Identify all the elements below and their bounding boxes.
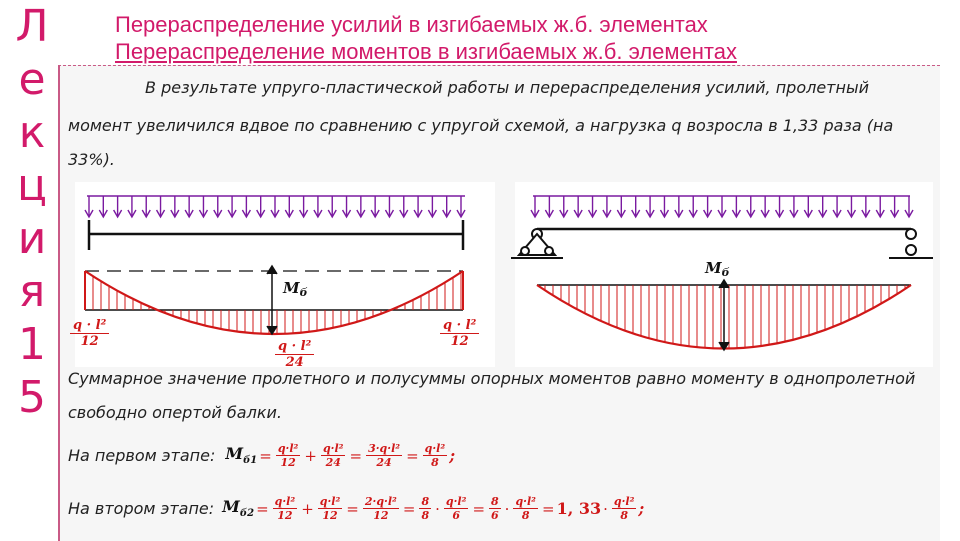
lecture-letter: 1 (18, 319, 46, 370)
lecture-letter: е (18, 54, 46, 105)
intro-line-2: момент увеличился вдвое по сравнению с упругой схемой, а нагрузка q возросла в 1,33 раза (на (68, 116, 894, 135)
stage2-formula: На втором этапе: $M_{б2}$ = $\frac{\text{q·l²}}{12}$ + $\frac{\text{q·l²}}{12}$ = $\frac{\text{2·q·l²}}{12}$ = $\frac{8}{8}$ · $\frac{\text{q·l²}}{6}$ = $\frac{8}{6}$ · $\frac{\text{q·l²}}{8}$ = 1, 33 · $\frac{\text{q·l²}}{8}$ ; (68, 495, 645, 522)
intro-line-3: 33%). (68, 150, 115, 169)
lecture-letter: я (18, 266, 46, 317)
stage2-term4: $\frac{8}{8}$ (421, 495, 430, 522)
stage2-term5: $\frac{\text{q·l²}}{6}$ (445, 495, 467, 522)
lecture-letter: к (18, 107, 46, 158)
stage2-term3: $\frac{\text{2·q·l²}}{12}$ (364, 495, 397, 522)
slide-subtitle: Перераспределение моментов в изгибаемых ж.б. элементах (115, 39, 737, 64)
right-mb-label: $M_б$ (705, 259, 730, 279)
beam-diagrams (75, 182, 955, 367)
stage1-label: На первом этапе: (68, 446, 216, 465)
stage2-term8: $\frac{\text{q·l²}}{8}$ (613, 495, 635, 522)
stage1-lhs: $M_{б1}$ (225, 444, 258, 467)
stage2-term7: $\frac{\text{q·l²}}{8}$ (515, 495, 536, 522)
stage1-term2: $\frac{\text{q·l²}}{24}$ (322, 442, 344, 469)
stage2-label: На втором этапе: (68, 499, 215, 518)
stage2-coefficient: 1, 33 (556, 499, 602, 518)
lecture-letter: ц (17, 160, 47, 211)
stage2-term2: $\frac{\text{q·l²}}{12}$ (319, 495, 341, 522)
lecture-vertical-title (6, 0, 58, 424)
stage1-formula: На первом этапе: $M_{б1}$ = $\frac{\text{q·l²}}{12}$ + $\frac{\text{q·l²}}{24}$ = $\frac{\text{3·q·l²}}{24}$ = $\frac{\text{q·l²}}{8}$ ; (68, 442, 456, 469)
support-moment-right: q · l² 12 (440, 318, 479, 349)
stage2-lhs: $M_{б2}$ (222, 497, 255, 520)
span-moment: q · l² 24 (275, 339, 314, 370)
stage2-term6: $\frac{8}{6}$ (491, 495, 499, 522)
support-moment-left: q · l² 12 (70, 318, 109, 349)
lecture-letter: 5 (18, 372, 46, 423)
intro-line-1: В результате упруго-пластической работы и перераспределения усилий, пролетный (145, 78, 869, 97)
stage1-term4: $\frac{\text{q·l²}}{8}$ (424, 442, 446, 469)
stage1-term1: $\frac{\text{q·l²}}{12}$ (277, 442, 299, 469)
left-mb-label: $M_б$ (283, 279, 308, 299)
stage1-term3: $\frac{\text{3·q·l²}}{24}$ (368, 442, 401, 469)
summary-line-2: свободно опертой балки. (68, 403, 282, 422)
lecture-letter: Л (15, 1, 49, 52)
summary-line-1: Суммарное значение пролетного и полусуммы опорных моментов равно моменту в однопролетной (68, 369, 916, 388)
stage2-term1: $\frac{\text{q·l²}}{12}$ (274, 495, 296, 522)
lecture-letter: и (17, 213, 47, 264)
slide-title: Перераспределение усилий в изгибаемых ж.б. элементах (115, 12, 708, 37)
